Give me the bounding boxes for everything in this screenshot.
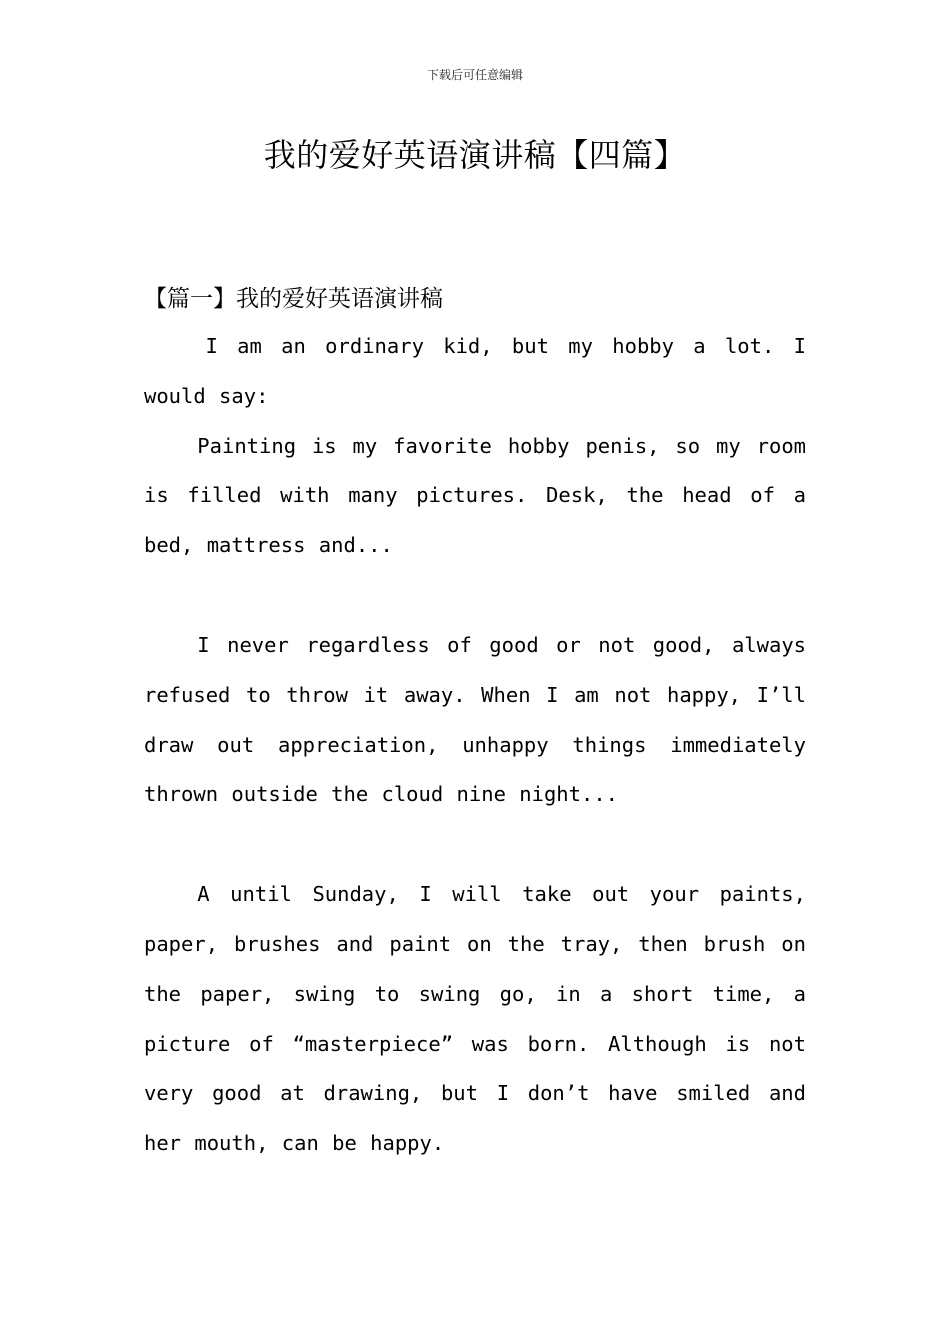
paragraph-1: I am an ordinary kid, but my hobby a lot. I would say: <box>144 334 806 408</box>
document-title: 我的爱好英语演讲稿【四篇】 <box>263 136 687 174</box>
paragraph-gap <box>144 820 806 870</box>
paragraph-gap <box>144 571 806 621</box>
document-body <box>144 276 806 1169</box>
section-heading: 【篇一】我的爱好英语演讲稿 <box>144 286 443 312</box>
paragraph-3: I never regardless of good or not good, always refused to throw it away. When I am not happy, I’ll draw out appreciation, unhappy things immediately thrown outside the cloud nine night... <box>144 632 806 807</box>
paragraph-2: Painting is my favorite hobby penis, so my room is filled with many pictures. Desk, the head of a bed, mattress and... <box>144 433 806 558</box>
header-note: 下载后可任意编辑 <box>426 68 523 82</box>
paragraph-4: A until Sunday, I will take out your paints, paper, brushes and paint on the tray, then brush on the paper, swing to swing go, in a short time, a picture of “masterpiece” was born. Although is not very good at drawing, but I don’t have smiled and her mouth, can be happy. <box>144 882 806 1156</box>
